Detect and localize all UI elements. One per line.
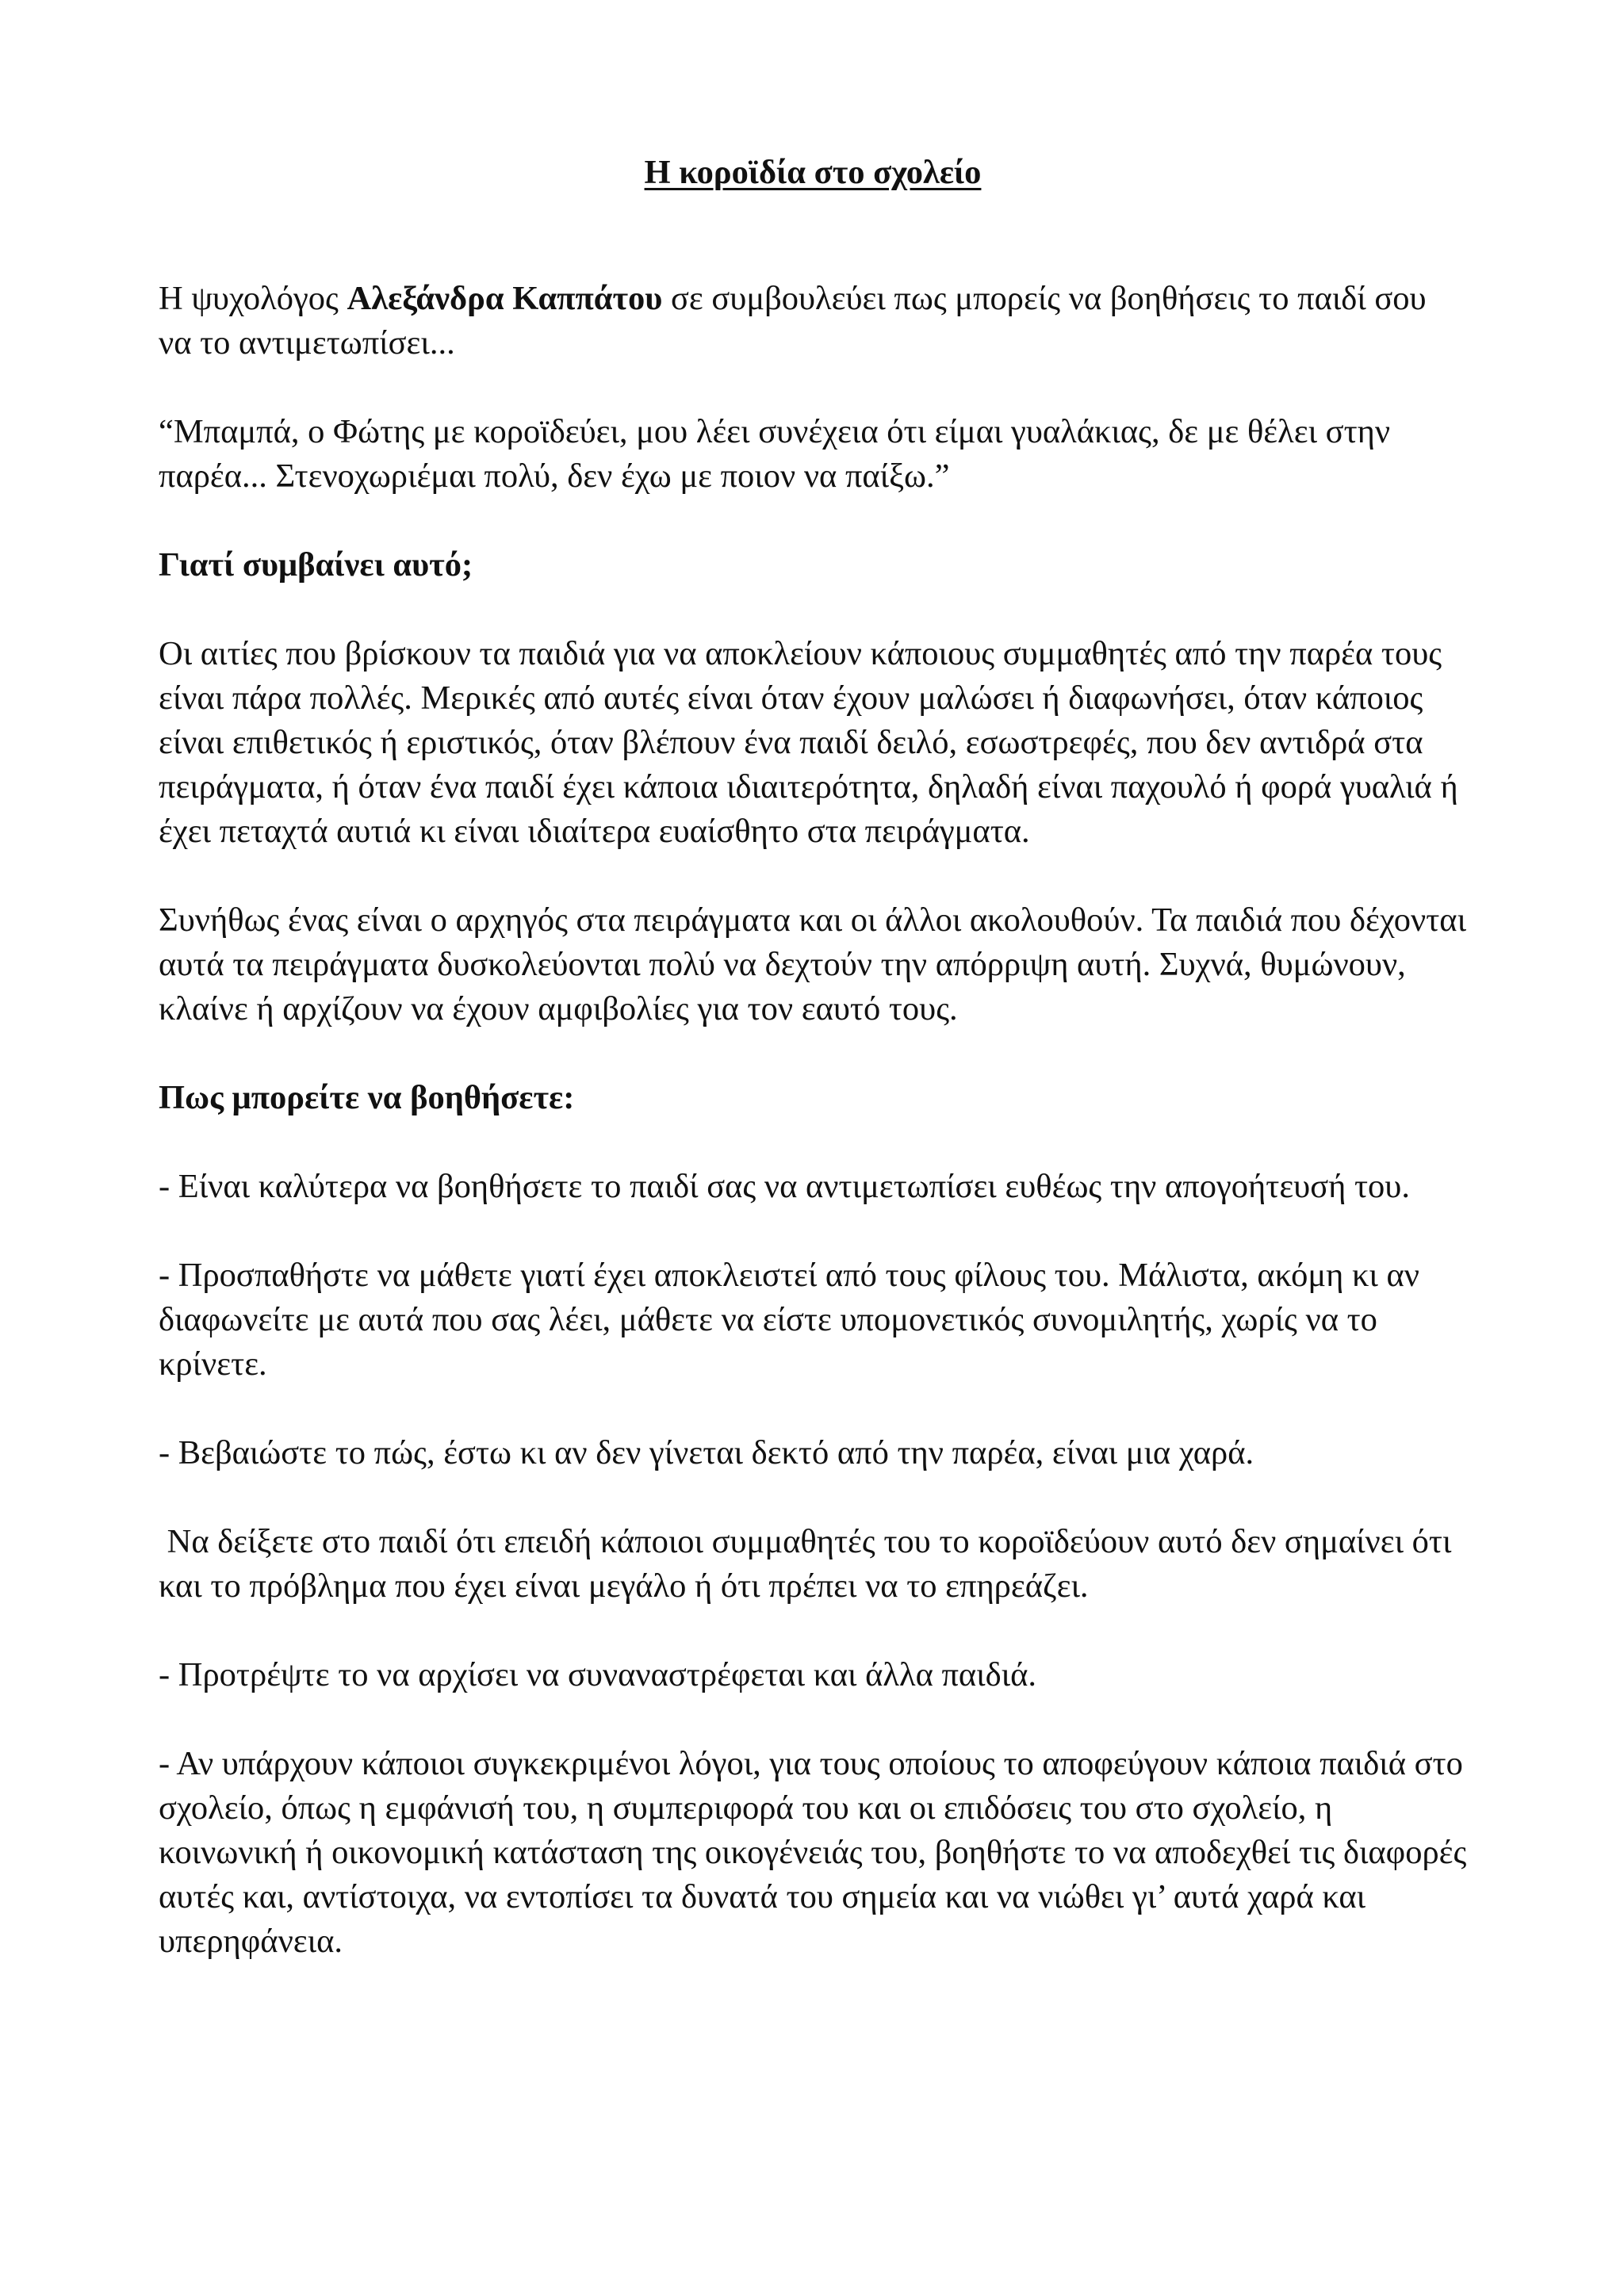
advice-item-text: Να δείξετε στο παιδί ότι επειδή κάποιοι συμμαθητές του το κοροϊδεύουν αυτό δεν σημαίνει ότι και το πρόβλημα που έχει είναι μεγάλο ή ότι πρέπει να το επηρεάζει. [159, 1523, 1452, 1605]
body-paragraph: Οι αιτίες που βρίσκουν τα παιδιά για να αποκλείουν κάποιους συμμαθητές από την παρέα τους είναι πάρα πολλές. Μερικές από αυτές είναι όταν έχουν μαλώσει ή διαφωνήσει, όταν κάποιος είναι επιθετικός ή εριστικός, όταν βλέπουν ένα παιδί δειλό, εσωστρεφές, που δεν αντιδρά στα πειράγματα, ή όταν ένα παιδί έχει κάποια ιδιαιτερότητα, δηλαδή είναι παχουλό ή φορά γυαλιά ή έχει πεταχτά αυτιά κι είναι ιδιαίτερα ευαίσθητο στα πειράγματα. [159, 635, 1458, 850]
advice-item: - Είναι καλύτερα να βοηθήσετε το παιδί σας να αντιμετωπίσει ευθέως την απογοήτευσή του. [159, 1168, 1410, 1205]
intro-text-after: σε συμβουλεύει πως μπορείς να βοηθήσεις το παιδί σου να το αντιμετωπίσει... [159, 280, 1427, 362]
quote-paragraph: “Μπαμπά, ο Φώτης με κοροϊδεύει, μου λέει συνέχεια ότι είμαι γυαλάκιας, δε με θέλει στην παρέα... Στενοχωριέμαι πολύ, δεν έχω με ποιον να παίξω.” [159, 413, 1391, 495]
advice-item [159, 1520, 1467, 1609]
section-heading-why: Γιατί συμβαίνει αυτό; [159, 546, 473, 584]
body-paragraph: Συνήθως ένας είναι ο αρχηγός στα πειράγματα και οι άλλοι ακολουθούν. Τα παιδιά που δέχονται αυτά τα πειράγματα δυσκολεύονται πολύ να δεχτούν την απόρριψη αυτή. Συχνά, θυμώνουν, κλαίνε ή αρχίζουν να έχουν αμφιβολίες για τον εαυτό τους. [159, 901, 1467, 1027]
intro-text-before: Η ψυχολόγος [159, 280, 347, 317]
document-title: Η κοροϊδία στο σχολείο [644, 154, 982, 191]
document-body [159, 151, 1467, 2008]
advice-item: - Αν υπάρχουν κάποιοι συγκεκριμένοι λόγοι, για τους οποίους το αποφεύγουν κάποια παιδιά στο σχολείο, όπως η εμφάνισή του, η συμπεριφορά του και οι επιδόσεις του στο σχολείο, η κοινωνική ή οικονομική κατάσταση της οικογένειάς του, βοηθήστε το να αποδεχθεί τις διαφορές αυτές και, αντίστοιχα, να εντοπίσει τα δυνατά του σημεία και να νιώθει γι’ αυτά χαρά και υπερηφάνεια. [159, 1745, 1467, 1960]
author-name: Αλεξάνδρα Καππάτου [347, 280, 663, 317]
section-heading-how-to-help: Πως μπορείτε να βοηθήσετε: [159, 1079, 575, 1116]
advice-item: - Προτρέψτε το να αρχίσει να συναναστρέφεται και άλλα παιδιά. [159, 1656, 1036, 1693]
advice-item: - Προσπαθήστε να μάθετε γιατί έχει αποκλειστεί από τους φίλους του. Μάλιστα, ακόμη κι αν διαφωνείτε με αυτά που σας λέει, μάθετε να είστε υπομονετικός συνομιλητής, χωρίς να το κρίνετε. [159, 1257, 1419, 1383]
intro-paragraph [159, 277, 1467, 365]
advice-item: - Βεβαιώστε το πώς, έστω κι αν δεν γίνεται δεκτό από την παρέα, είναι μια χαρά. [159, 1434, 1254, 1471]
